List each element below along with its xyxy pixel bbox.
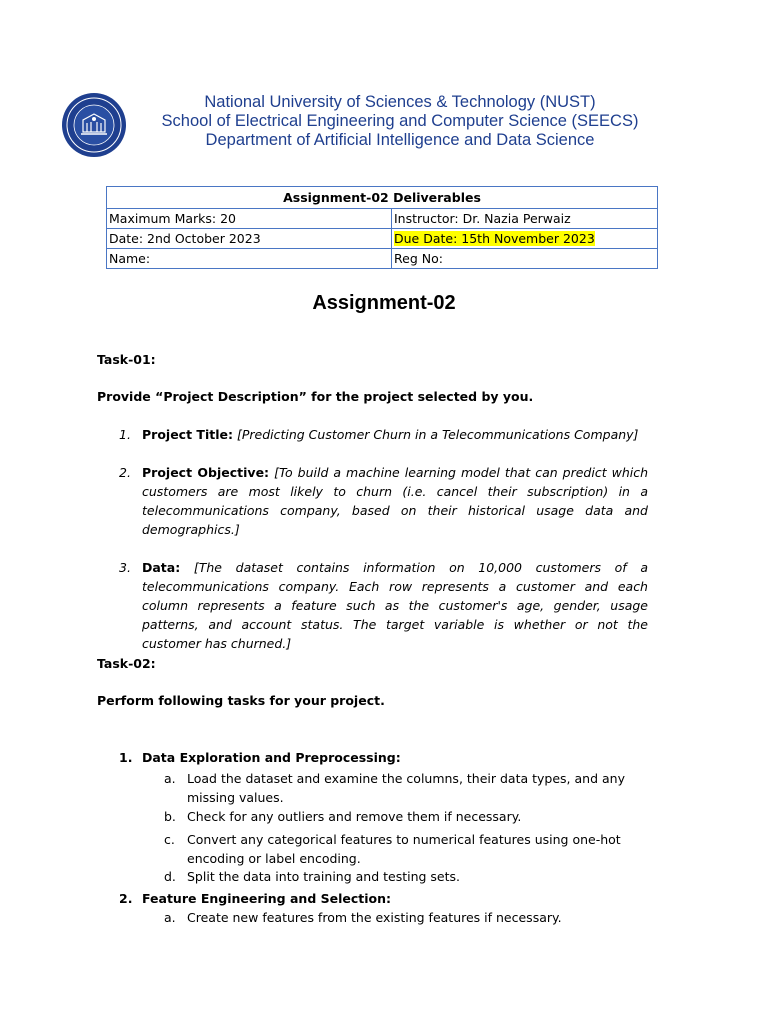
- item-label: Project Objective:: [142, 465, 270, 480]
- due-date-cell: [392, 229, 658, 249]
- list-number: 1.: [119, 750, 133, 765]
- reg-no-cell: Reg No:: [392, 249, 658, 269]
- sub-text: Convert any categorical features to numerical features using one-hot encoding or label encoding.: [187, 832, 621, 866]
- item-label: Data:: [142, 560, 181, 575]
- department-name: Department of Artificial Intelligence and Data Science: [205, 131, 595, 149]
- item-text: [The dataset contains information on 10,000 customers of a telecommunications company. Each row represents a customer and each column represents a feature such as the customer's age, gender, usage patterns, and account status. The target variable is whether or not the customer has churned.]: [142, 560, 648, 651]
- item-text: [Predicting Customer Churn in a Telecommunications Company]: [236, 427, 639, 442]
- name-cell: Name:: [107, 249, 392, 269]
- item-text: [To build a machine learning model that can predict which customers are most likely to churn (i.e. cancel their subscription) in a telecommunications company, based on their historical usage data and demographics.]: [142, 465, 649, 537]
- list-number: 1.: [119, 427, 131, 442]
- university-seal-icon: [61, 92, 127, 158]
- task1-instruction: Provide “Project Description” for the project selected by you.: [97, 389, 534, 404]
- institution-header: [140, 93, 660, 150]
- task1-heading: Task-01:: [97, 352, 156, 367]
- sub-letter: b.: [164, 809, 176, 824]
- document-title: Assignment-02: [312, 292, 456, 314]
- sub-letter: c.: [164, 832, 175, 847]
- list-number: 2.: [119, 891, 133, 906]
- item-label: Project Title:: [142, 427, 233, 442]
- section-title: Data Exploration and Preprocessing:: [142, 750, 401, 765]
- sub-letter: a.: [164, 910, 176, 925]
- sub-text: Split the data into training and testing sets.: [187, 869, 461, 884]
- list-number: 2.: [119, 465, 131, 480]
- date-cell: Date: 2nd October 2023: [107, 229, 392, 249]
- sub-text: Load the dataset and examine the columns, their data types, and any missing values.: [187, 771, 625, 805]
- deliverables-title: Assignment-02 Deliverables: [107, 187, 658, 209]
- section-title: Feature Engineering and Selection:: [142, 891, 392, 906]
- sub-text: Create new features from the existing features if necessary.: [187, 910, 562, 925]
- sub-text: Check for any outliers and remove them if necessary.: [187, 809, 522, 824]
- deliverables-table: [106, 186, 658, 269]
- instructor-cell: Instructor: Dr. Nazia Perwaiz: [392, 209, 658, 229]
- sub-letter: a.: [164, 771, 176, 786]
- task2-instruction: Perform following tasks for your project.: [97, 693, 385, 708]
- due-date-highlight: Due Date: 15th November 2023: [394, 231, 595, 246]
- university-name: National University of Sciences & Technology (NUST): [204, 93, 596, 111]
- sub-letter: d.: [164, 869, 176, 884]
- list-number: 3.: [119, 560, 131, 575]
- school-name: School of Electrical Engineering and Computer Science (SEECS): [161, 112, 639, 130]
- max-marks-cell: Maximum Marks: 20: [107, 209, 392, 229]
- task2-heading: Task-02:: [97, 656, 156, 671]
